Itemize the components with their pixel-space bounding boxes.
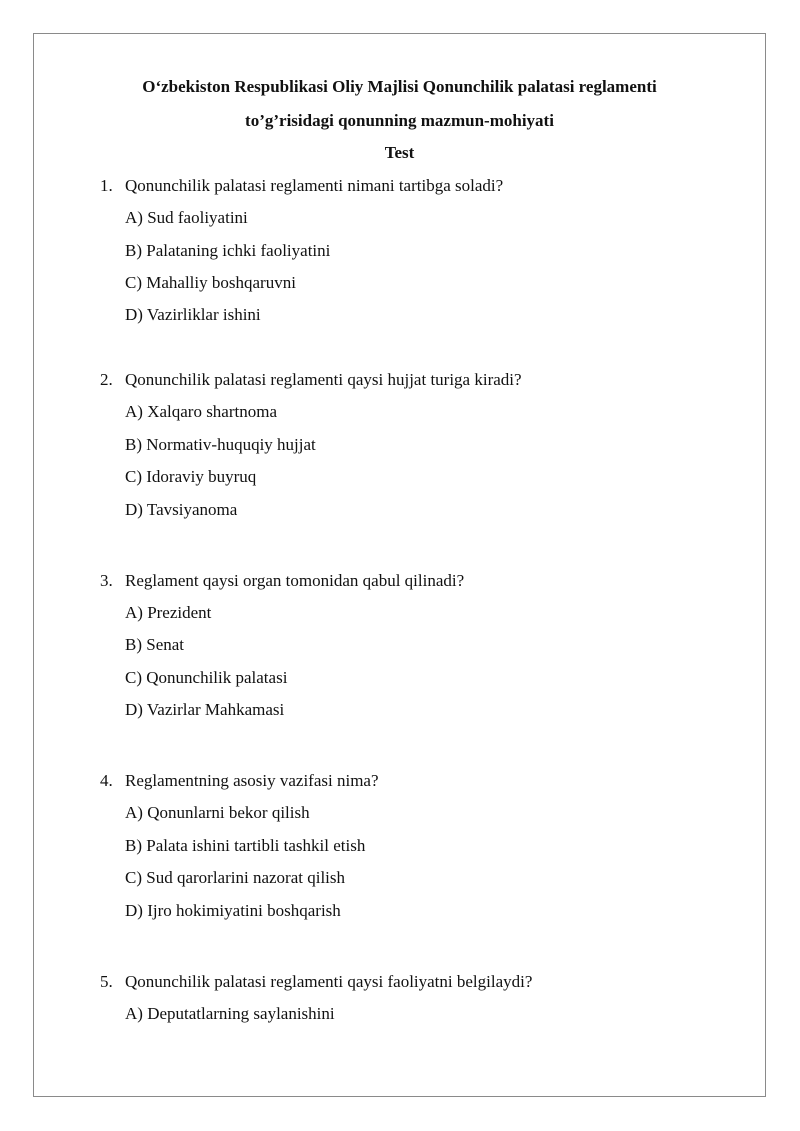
question-4-option-a: A) Qonunlarni bekor qilish (125, 803, 310, 822)
question-number: 2. (100, 370, 113, 389)
question-3-option-a: A) Prezident (125, 603, 212, 622)
document-heading: Test (384, 143, 415, 162)
question-1-option-a: A) Sud faoliyatini (125, 208, 248, 227)
question-3-option-d: D) Vazirlar Mahkamasi (125, 700, 285, 719)
question-1-option-b: B) Palataning ichki faoliyatini (125, 241, 331, 260)
question-number: 4. (100, 771, 113, 790)
question-4 (100, 771, 379, 791)
question-2-option-b: B) Normativ-huquqiy hujjat (125, 435, 316, 454)
question-4-option-b: B) Palata ishini tartibli tashkil etish (125, 836, 366, 855)
question-2 (100, 370, 522, 390)
question-2-option-d: D) Tavsiyanoma (125, 500, 238, 519)
question-4-option-c: C) Sud qarorlarini nazorat qilish (125, 868, 346, 887)
question-text: Reglamentning asosiy vazifasi nima? (125, 771, 379, 790)
question-2-option-a: A) Xalqaro shartnoma (125, 402, 278, 421)
question-text: Reglament qaysi organ tomonidan qabul qilinadi? (125, 571, 465, 590)
question-5-option-a: A) Deputatlarning saylanishini (125, 1004, 335, 1023)
question-number: 5. (100, 972, 113, 991)
question-4-option-d: D) Ijro hokimiyatini boshqarish (125, 901, 341, 920)
question-text: Qonunchilik palatasi reglamenti qaysi faoliyatni belgilaydi? (125, 972, 533, 991)
question-3-option-c: C) Qonunchilik palatasi (125, 668, 288, 687)
question-number: 1. (100, 176, 113, 195)
question-number: 3. (100, 571, 113, 590)
question-2-option-c: C) Idoraviy buyruq (125, 467, 257, 486)
document-title-line-2: to’g’risidagi qonunning mazmun-mohiyati (245, 111, 554, 130)
question-3-option-b: B) Senat (125, 635, 185, 654)
question-text: Qonunchilik palatasi reglamenti qaysi hujjat turiga kiradi? (125, 370, 522, 389)
document-title-line-1: O‘zbekiston Respublikasi Oliy Majlisi Qonunchilik palatasi reglamenti (142, 77, 657, 96)
question-text: Qonunchilik palatasi reglamenti nimani tartibga soladi? (125, 176, 504, 195)
question-1 (100, 176, 503, 196)
question-3 (100, 571, 464, 591)
question-5 (100, 972, 532, 992)
question-1-option-c: C) Mahalliy boshqaruvni (125, 273, 296, 292)
question-1-option-d: D) Vazirliklar ishini (125, 305, 261, 324)
